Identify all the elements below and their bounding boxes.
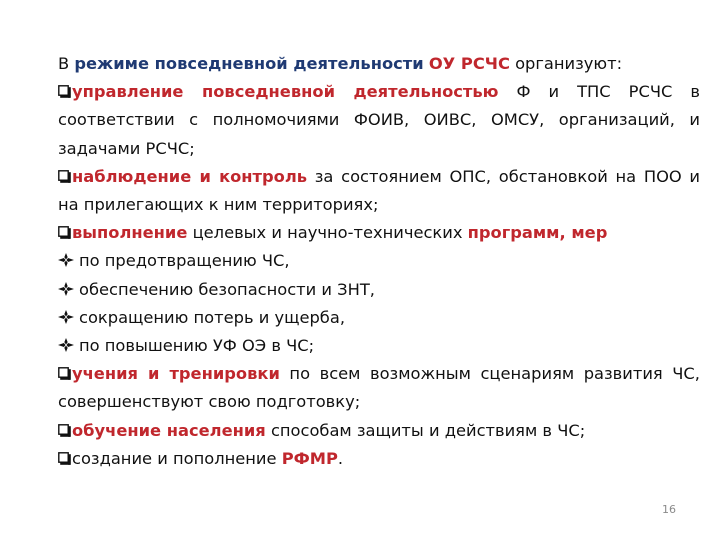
sub-item-text: сокращению потерь и ущерба, xyxy=(79,307,346,327)
sub-item xyxy=(20,276,700,304)
item-text: за состоянием ОПС, обстановкой на ПОО и на прилегающих к ним территориях; xyxy=(58,166,700,215)
item-highlight: управление повседневной деятельностью xyxy=(72,82,499,102)
item-text: Ф и ТПС РСЧС в соответствии с полномочиями ФОИВ, ОИВС, ОМСУ, организаций, и задачами РСЧС; xyxy=(58,82,700,158)
item-text: способам защиты и действиям в ЧС; xyxy=(265,420,586,440)
item-end: . xyxy=(337,448,344,468)
item-text: по всем возможным сценариям развития ЧС, совершенствуют свою подготовку; xyxy=(58,364,700,412)
four-point-star-icon xyxy=(58,282,76,296)
list-item-reserves xyxy=(20,445,700,473)
sub-item-text: по предотвращению ЧС, xyxy=(79,251,290,271)
item-highlight: учения и тренировки xyxy=(72,364,280,384)
list-item-management xyxy=(20,78,700,163)
checkbox-square-icon xyxy=(58,226,71,240)
intro-org-term: ОУ РСЧС xyxy=(428,54,510,73)
checkbox-square-icon xyxy=(58,424,71,438)
item-text: создание и пополнение xyxy=(72,448,282,468)
sub-item xyxy=(20,247,700,275)
checkbox-square-icon xyxy=(58,85,71,99)
intro-prefix: В xyxy=(58,54,75,73)
list-item-monitoring xyxy=(20,163,700,219)
sub-item xyxy=(20,304,700,332)
intro-suffix: организуют: xyxy=(509,54,623,73)
checkbox-square-icon xyxy=(58,452,71,466)
item-highlight-2: программ, мер xyxy=(467,223,608,243)
slide-content xyxy=(20,50,700,473)
item-highlight: выполнение xyxy=(72,223,188,243)
four-point-star-icon xyxy=(58,253,76,267)
sub-item-text: обеспечению безопасности и ЗНТ, xyxy=(79,279,375,299)
checkbox-square-icon xyxy=(58,170,71,184)
four-point-star-icon xyxy=(58,338,76,352)
sub-item-text: по повышению УФ ОЭ в ЧС; xyxy=(79,336,315,356)
list-item-programs xyxy=(20,219,700,247)
item-text: целевых и научно-технических xyxy=(187,223,468,243)
list-item-training xyxy=(20,417,700,445)
sub-item xyxy=(20,332,700,360)
page-number: 16 xyxy=(662,503,676,516)
checkbox-square-icon xyxy=(58,367,71,381)
item-highlight: РФМР xyxy=(281,448,338,468)
item-highlight: обучение населения xyxy=(72,420,266,440)
four-point-star-icon xyxy=(58,310,76,324)
intro-mode-term: режиме повседневной деятельности xyxy=(74,54,424,73)
list-item-exercises xyxy=(20,360,700,416)
item-highlight: наблюдение и контроль xyxy=(72,166,308,186)
intro-paragraph xyxy=(20,50,700,78)
